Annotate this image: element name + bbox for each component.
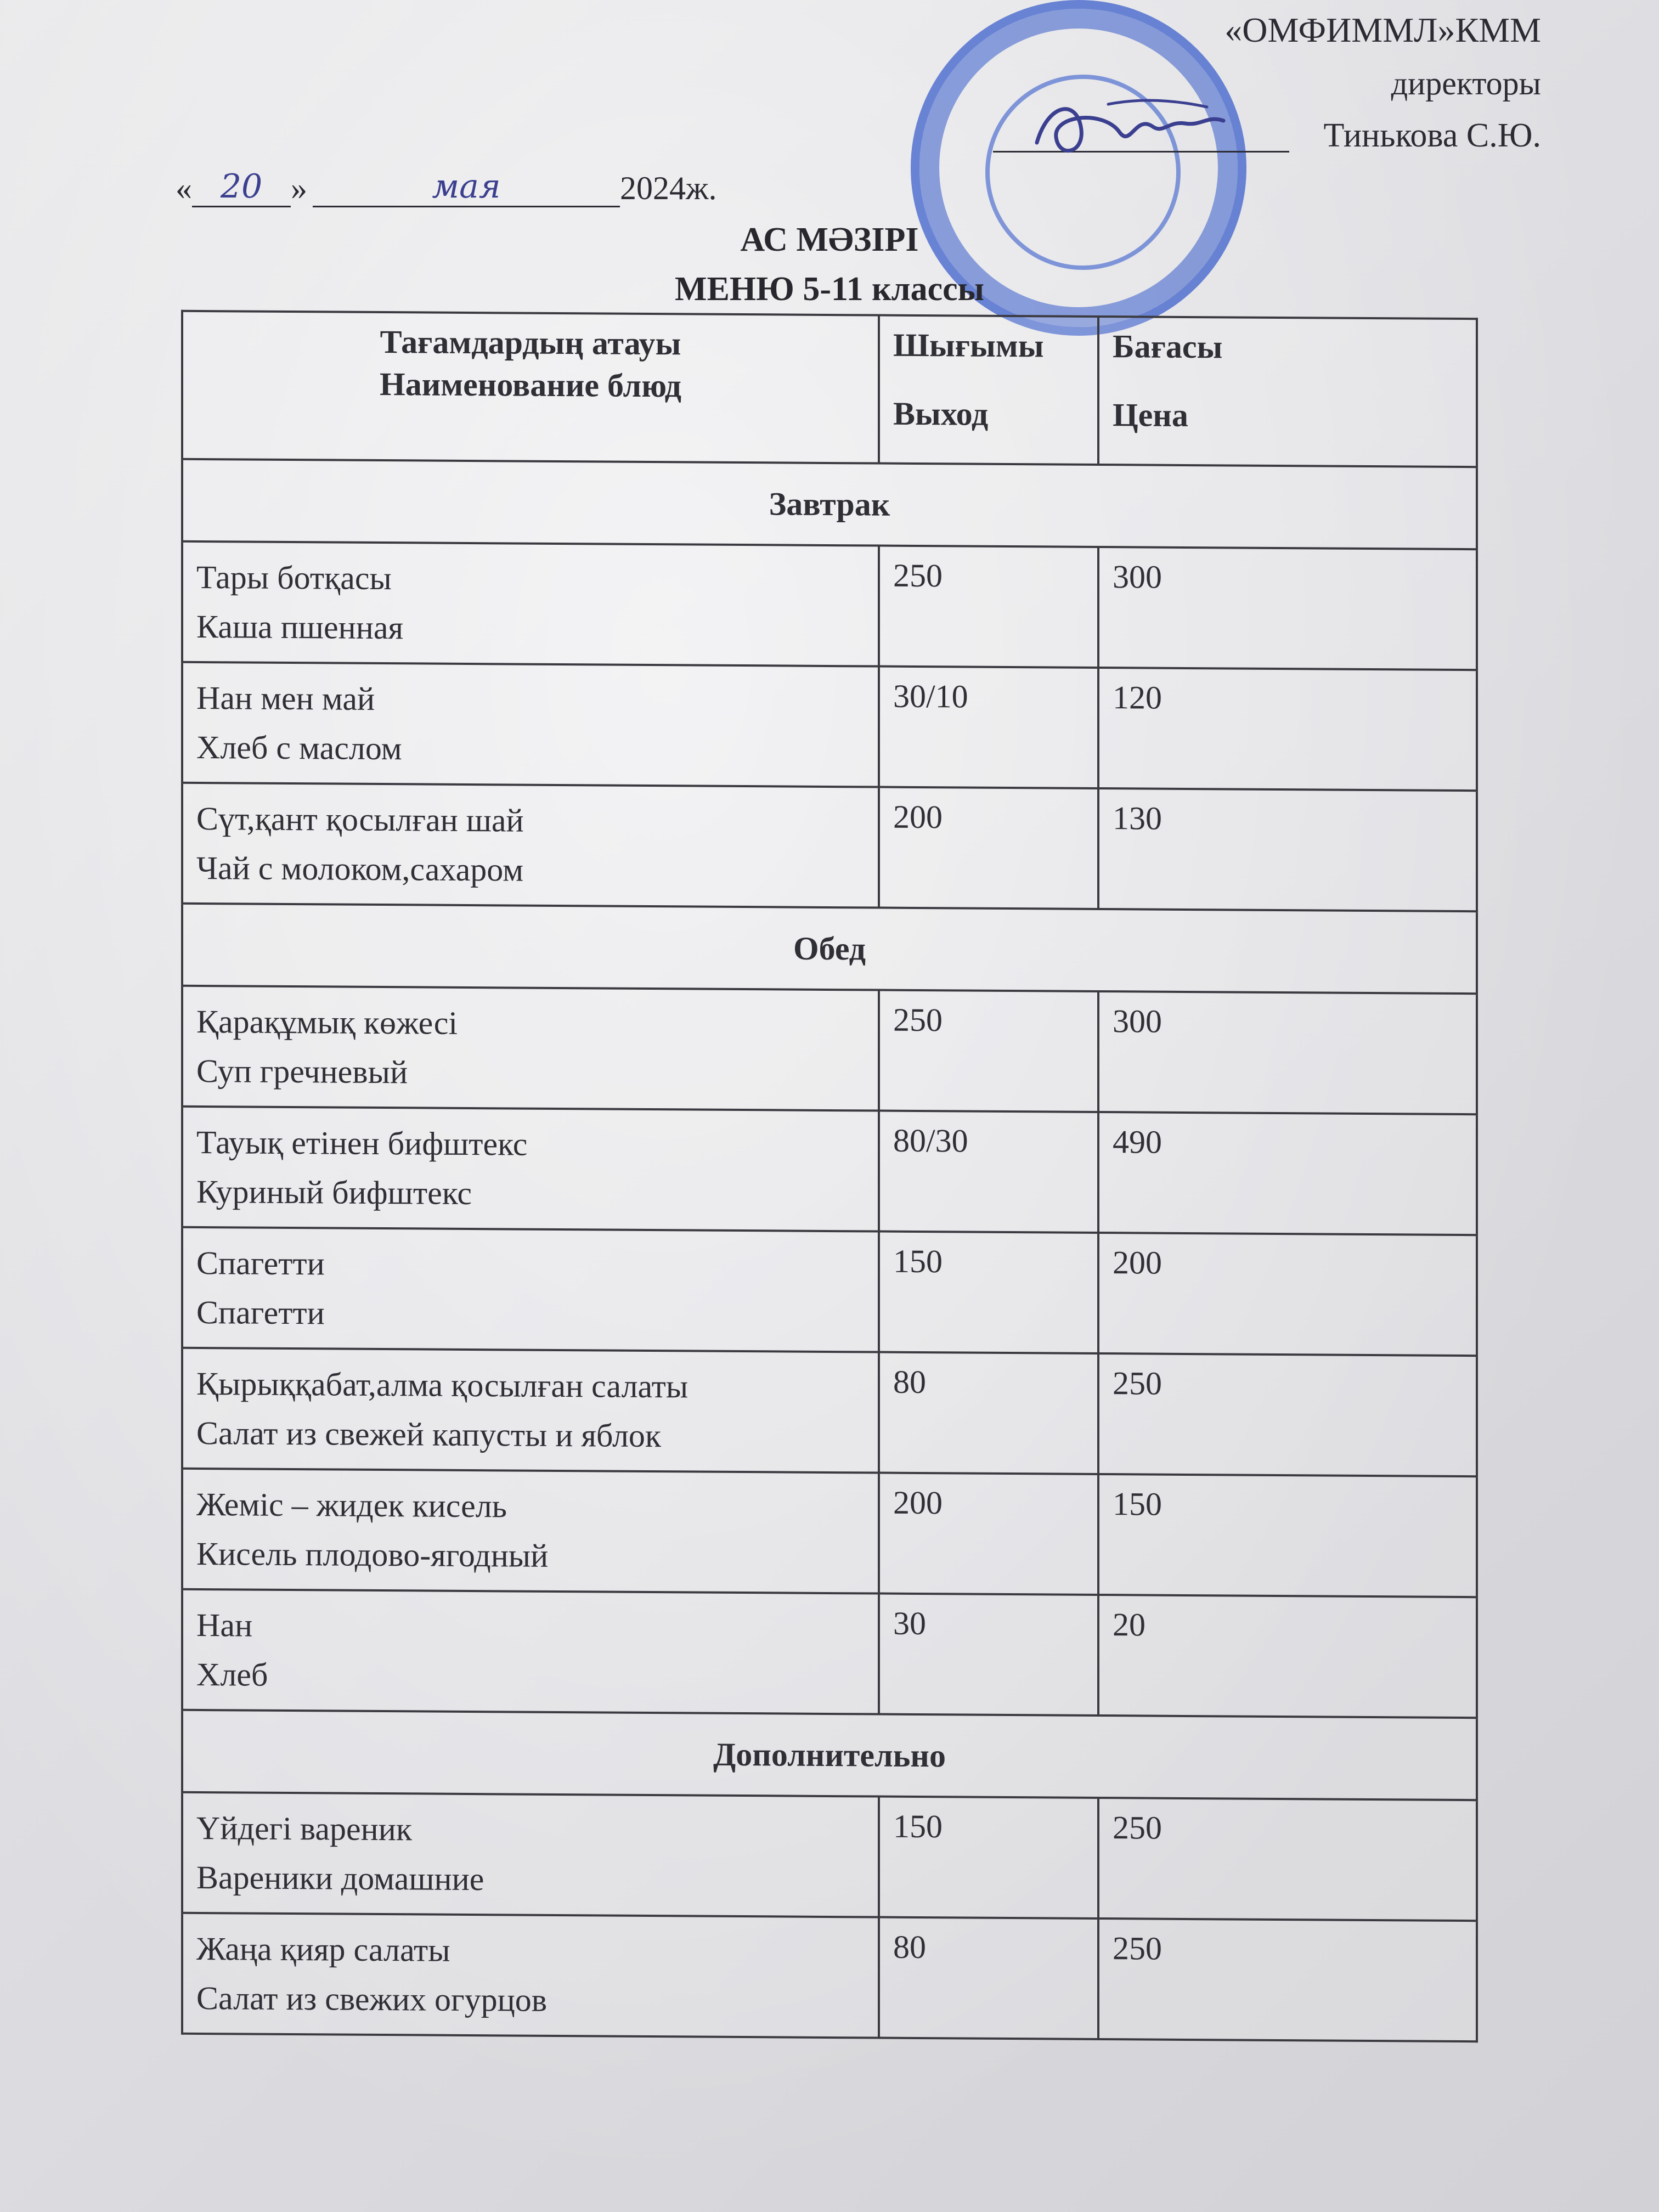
header-yield-kz: Шығымы <box>893 326 1044 364</box>
date-day: 20 <box>192 167 291 207</box>
dish-yield: 80 <box>879 1352 1098 1474</box>
header-price-kz: Бағасы <box>1113 328 1223 365</box>
director-position: директоры <box>1391 65 1541 101</box>
dish-name-ru: Куриный бифштекс <box>196 1173 472 1212</box>
dish-price: 250 <box>1098 1353 1477 1476</box>
dish-name-ru: Салат из свежей капусты и яблок <box>196 1414 662 1454</box>
dish-name-kz: Сүт,қант қосылған шай <box>196 800 524 839</box>
dish-yield: 150 <box>879 1797 1098 1918</box>
dish-price: 120 <box>1098 668 1477 791</box>
dish-price: 250 <box>1098 1798 1477 1921</box>
dish-price: 490 <box>1098 1112 1477 1235</box>
date-month: мая <box>313 167 620 207</box>
table-row <box>182 783 1477 911</box>
table-row <box>182 986 1477 1114</box>
table-row <box>182 1589 1477 1718</box>
table-header-row <box>182 311 1477 467</box>
section-row-breakfast <box>182 459 1477 549</box>
dish-name-cell <box>182 662 879 787</box>
dish-yield: 30/10 <box>879 667 1098 788</box>
header-price-ru: Цена <box>1113 397 1188 433</box>
section-row-additional <box>182 1710 1477 1800</box>
table-row <box>182 1227 1477 1356</box>
dish-price: 200 <box>1098 1233 1477 1356</box>
dish-price: 300 <box>1098 991 1477 1114</box>
dish-name-ru: Чай с молоком,сахаром <box>196 849 524 888</box>
dish-name-ru: Хлеб с маслом <box>196 729 402 767</box>
dish-yield: 200 <box>879 787 1098 909</box>
table-row <box>182 1913 1477 2041</box>
dish-name-kz: Үйдегі вареник <box>196 1809 413 1848</box>
table-row <box>182 541 1477 670</box>
dish-name-ru: Суп гречневый <box>196 1052 408 1091</box>
table-row <box>182 662 1477 791</box>
dish-name-cell <box>182 1792 879 1917</box>
dish-name-kz: Тауық етінен бифштекс <box>196 1124 528 1163</box>
dish-name-kz: Қырыққабат,алма қосылған салаты <box>196 1365 689 1405</box>
dish-name-ru: Вареники домашние <box>196 1859 484 1898</box>
dish-name-kz: Жаңа қияр салаты <box>196 1930 450 1968</box>
dish-name-cell <box>182 1227 879 1352</box>
dish-price: 130 <box>1098 788 1477 911</box>
dish-yield: 250 <box>879 990 1098 1112</box>
header-yield <box>879 315 1098 465</box>
table-row <box>182 1107 1477 1235</box>
handwritten-signature-icon <box>1026 82 1256 170</box>
dish-price: 300 <box>1098 547 1477 670</box>
dish-name-cell <box>182 1589 879 1714</box>
dish-name-cell <box>182 541 879 667</box>
menu-title-ru: МЕНЮ 5-11 классы <box>674 270 985 308</box>
organization-name: «ОМФИММЛ»КММ <box>1224 10 1541 49</box>
dish-yield: 80 <box>879 1917 1098 2039</box>
dish-name-kz: Тары ботқасы <box>196 558 392 597</box>
dish-price: 250 <box>1098 1918 1477 2041</box>
header-yield-ru: Выход <box>893 395 989 432</box>
header-dish-name <box>182 311 879 464</box>
dish-name-kz: Спагетти <box>196 1244 325 1282</box>
table-row <box>182 1792 1477 1921</box>
header-dish-name-kz: Тағамдардың атауы <box>380 323 681 362</box>
dish-yield: 30 <box>879 1594 1098 1716</box>
dish-name-ru: Спагетти <box>196 1294 325 1331</box>
header-price <box>1098 317 1477 467</box>
dish-name-ru: Кисель плодово-ягодный <box>196 1535 549 1574</box>
dish-name-ru: Каша пшенная <box>196 608 404 646</box>
menu-table <box>181 310 1478 2042</box>
dish-name-cell <box>182 1107 879 1232</box>
dish-yield: 150 <box>879 1232 1098 1353</box>
dish-price: 150 <box>1098 1474 1477 1597</box>
dish-name-cell <box>182 1469 879 1594</box>
date-year: 2024ж. <box>620 170 717 206</box>
dish-name-kz: Нан мен май <box>196 679 375 717</box>
table-row <box>182 1469 1477 1597</box>
dish-name-ru: Хлеб <box>196 1656 268 1693</box>
menu-title-kz: АС МӘЗІРІ <box>740 221 919 258</box>
director-name: Тинькова С.Ю. <box>1323 117 1541 154</box>
dish-name-cell <box>182 783 879 908</box>
dish-name-cell <box>182 1913 879 2038</box>
date-open-quote: « <box>176 170 192 206</box>
dish-price: 20 <box>1098 1595 1477 1718</box>
dish-name-kz: Жеміс – жидек кисель <box>196 1486 507 1525</box>
section-title: Завтрак <box>182 459 1477 549</box>
section-title: Дополнительно <box>182 1710 1477 1800</box>
dish-name-kz: Нан <box>196 1606 253 1644</box>
section-row-lunch <box>182 904 1477 994</box>
dish-name-cell <box>182 986 879 1111</box>
dish-name-cell <box>182 1348 879 1473</box>
header-dish-name-ru: Наименование блюд <box>380 365 681 404</box>
dish-yield: 250 <box>879 546 1098 668</box>
dish-yield: 80/30 <box>879 1111 1098 1233</box>
table-row <box>182 1348 1477 1476</box>
dish-name-kz: Қарақұмық көжесі <box>196 1003 458 1041</box>
date-close-quote: » <box>291 170 307 206</box>
dish-yield: 200 <box>879 1473 1098 1595</box>
section-title: Обед <box>182 904 1477 994</box>
approval-date <box>176 167 716 207</box>
dish-name-ru: Салат из свежих огурцов <box>196 1979 548 2018</box>
